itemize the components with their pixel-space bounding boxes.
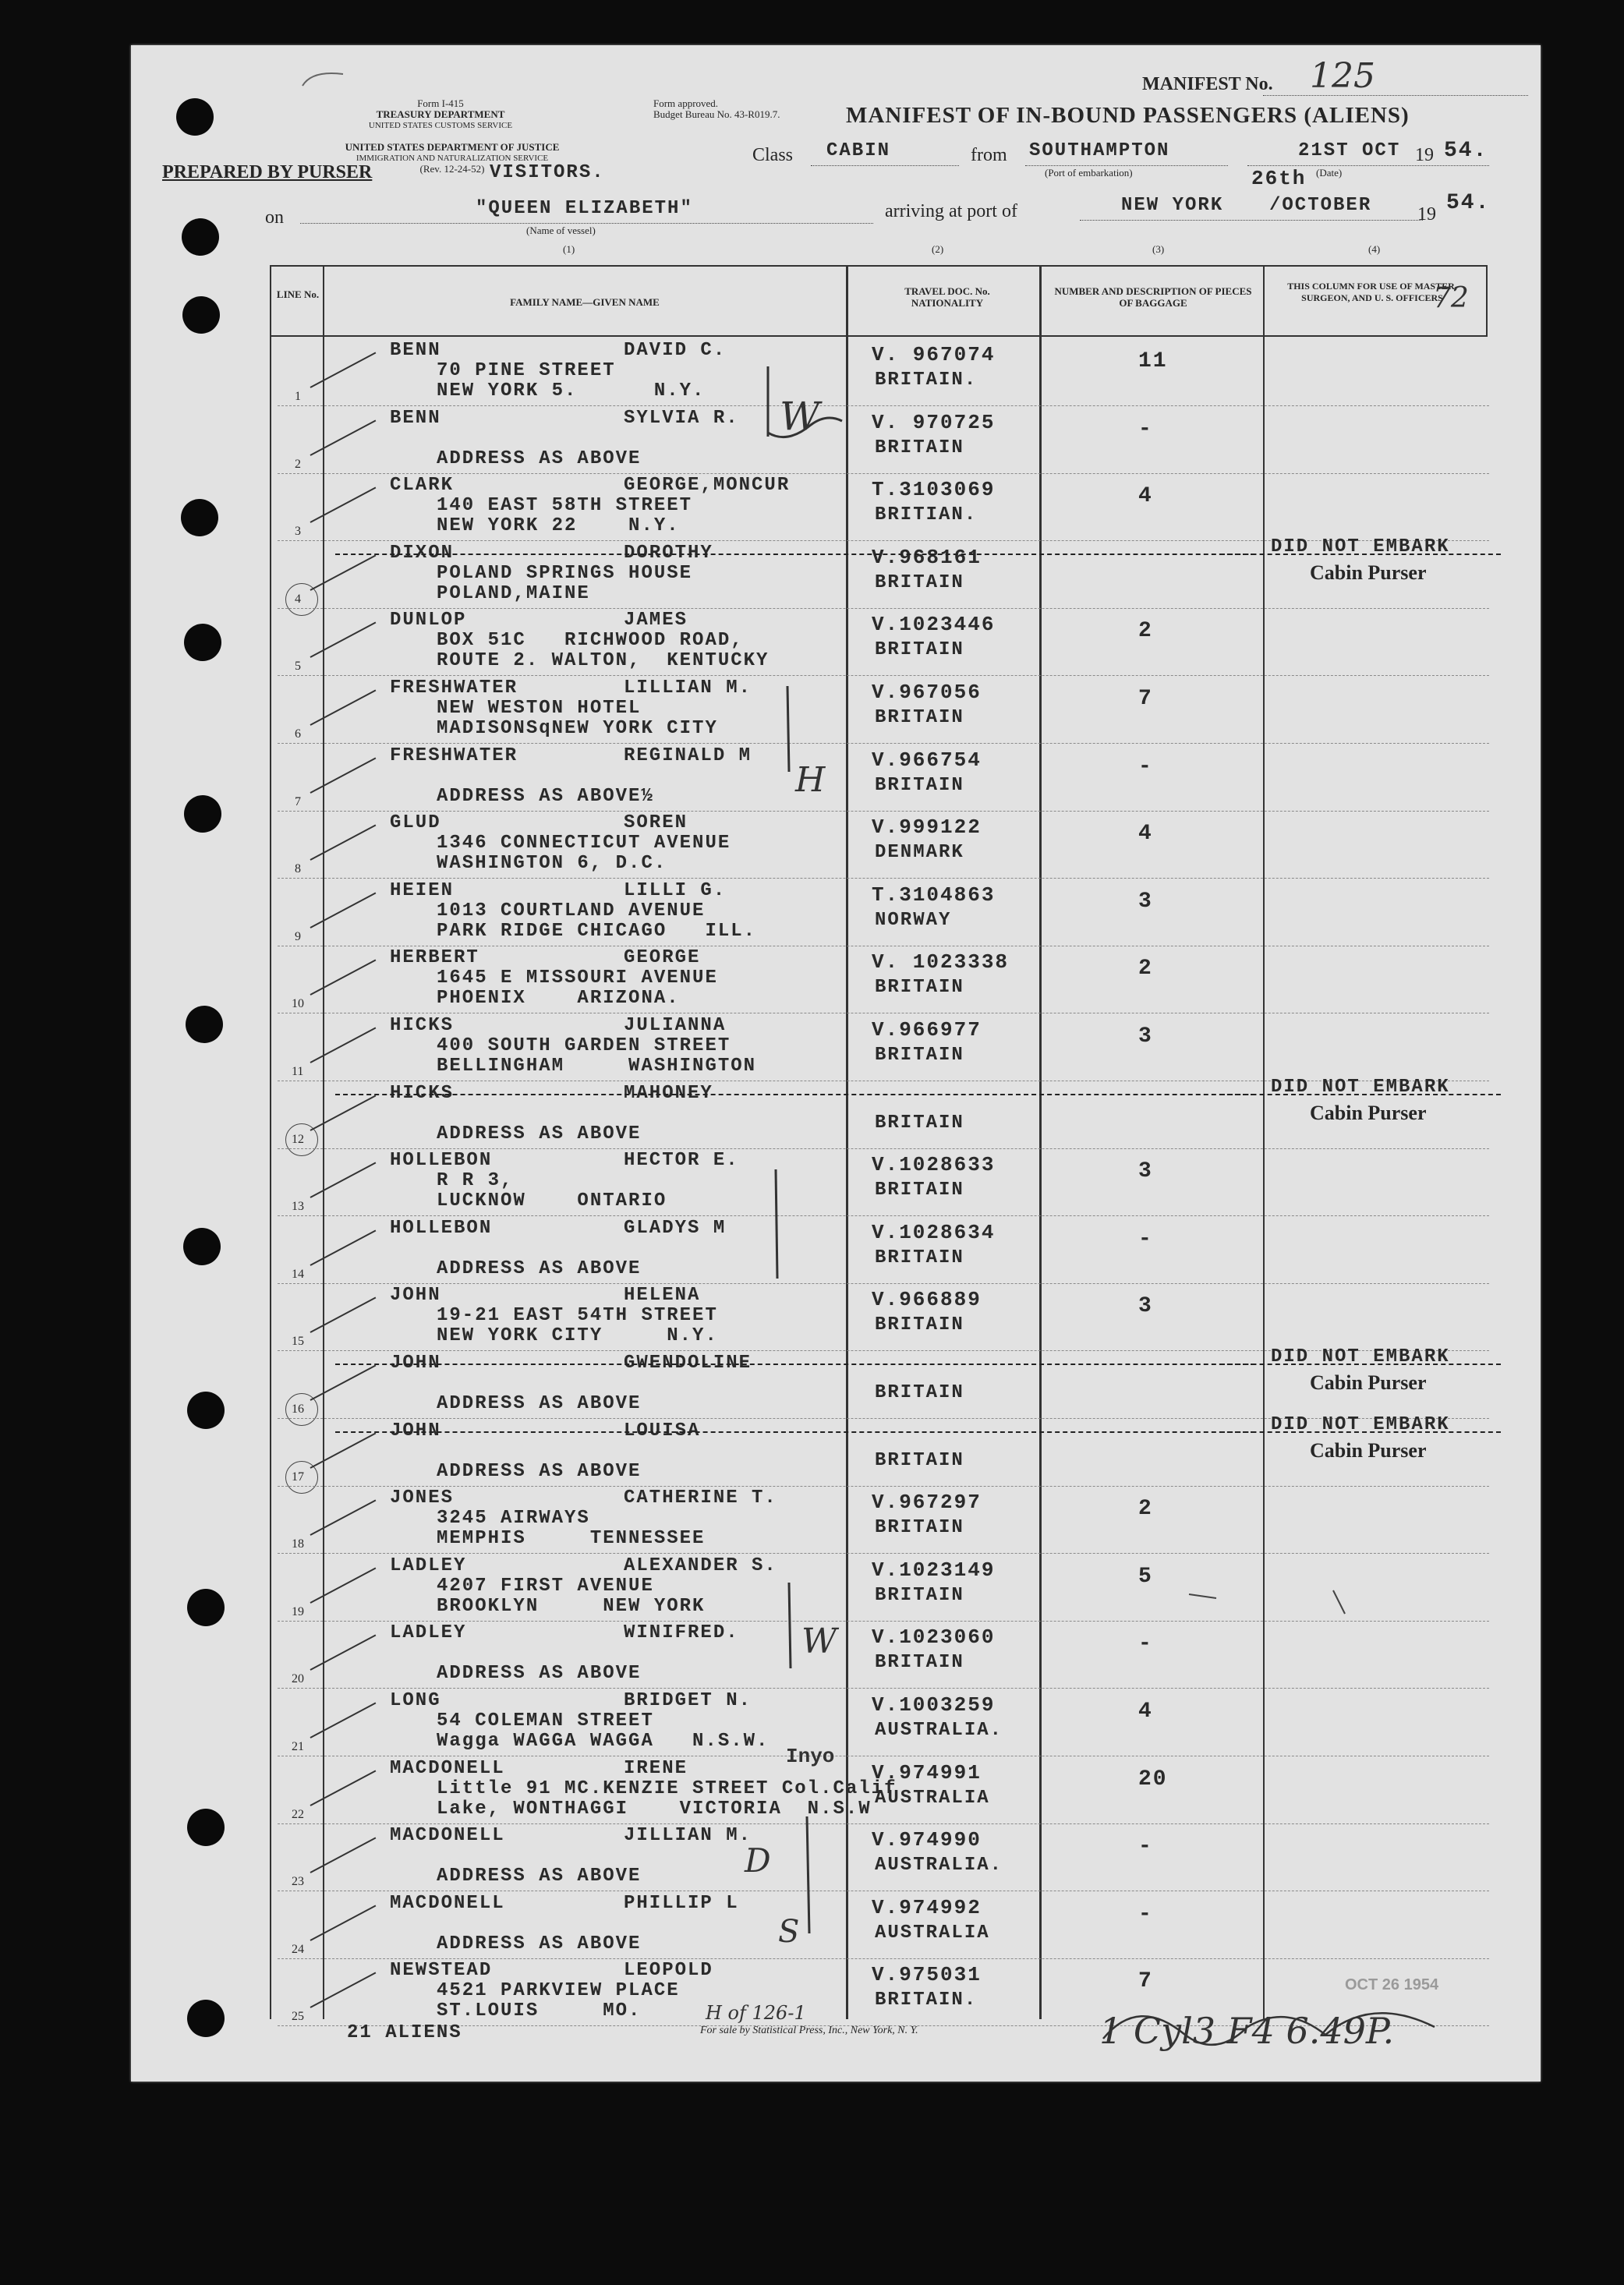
address-line: Lake, WONTHAGGI VICTORIA N.S.W: [437, 1798, 872, 1820]
address-line: POLAND,MAINE: [437, 582, 590, 604]
address-line: POLAND SPRINGS HOUSE: [437, 562, 693, 584]
baggage-count: 3: [1138, 1024, 1153, 1049]
travel-doc-no: V.974990: [872, 1828, 982, 1852]
family-name: NEWSTEAD: [390, 1960, 493, 1982]
given-name: HECTOR E.: [624, 1150, 739, 1172]
address-line: 4521 PARKVIEW PLACE: [437, 1980, 680, 2002]
line-number: 20: [292, 1672, 304, 1686]
travel-doc-no: V.1003259: [872, 1693, 996, 1717]
line-number: 9: [295, 929, 301, 943]
date-caption: (Date): [1316, 167, 1343, 179]
manifest-number: 125: [1310, 56, 1375, 96]
given-name: IRENE: [624, 1757, 688, 1779]
given-name: JAMES: [624, 610, 688, 631]
total-aliens: 21 ALIENS: [347, 2022, 462, 2043]
remark-signature: Cabin Purser: [1310, 1438, 1427, 1462]
nationality: BRITAIN.: [875, 1990, 978, 2011]
line-number: 19: [292, 1604, 304, 1618]
travel-doc-no: V.1028633: [872, 1153, 996, 1177]
family-name: MACDONELL: [390, 1825, 505, 1847]
address-line: ADDRESS AS ABOVE: [437, 1933, 642, 1954]
travel-doc-no: V.1028634: [872, 1220, 996, 1244]
address-line: 1013 COURTLAND AVENUE: [437, 900, 706, 921]
travel-doc-no: V.968161: [872, 545, 982, 569]
remark-not-embarked: DID NOT EMBARK: [1271, 1413, 1450, 1435]
from-label: from: [971, 145, 1007, 165]
address-line: ADDRESS AS ABOVE: [437, 447, 642, 469]
family-name: JOHN: [390, 1285, 441, 1307]
given-name: GLADYS M: [624, 1217, 727, 1239]
line-number: 11: [292, 1065, 304, 1078]
address-line: 1346 CONNECTICUT AVENUE: [437, 833, 731, 854]
line-number: 22: [292, 1807, 304, 1821]
address-line: ROUTE 2. WALTON, KENTUCKY: [437, 650, 770, 672]
baggage-count: 2: [1138, 957, 1153, 982]
family-name: HERBERT: [390, 947, 479, 969]
port-of-embarkation: SOUTHAMPTON: [1029, 140, 1170, 161]
nationality: NORWAY: [875, 909, 952, 931]
travel-doc-no: V.966977: [872, 1018, 982, 1042]
remark-signature: Cabin Purser: [1310, 1371, 1427, 1394]
given-name: DAVID C.: [624, 340, 727, 361]
nationality: BRITAIN: [875, 437, 964, 458]
prepared-by-purser: PREPARED BY PURSER: [162, 162, 373, 182]
address-line: NEW WESTON HOTEL: [437, 698, 642, 719]
address-line: ADDRESS AS ABOVE: [437, 1393, 642, 1414]
family-name: DIXON: [390, 542, 455, 564]
given-name: LEOPOLD: [624, 1960, 713, 1982]
printer-note: For sale by Statistical Press, Inc., New York, N. Y.: [700, 2025, 918, 2036]
nationality: BRITAIN: [875, 1045, 964, 1066]
dept-info: UNITED STATES DEPARTMENT OF JUSTICE IMMIGRATION AND NATURALIZATION SERVICE (Rev. 12-24-52): [345, 141, 560, 175]
family-name: JONES: [390, 1487, 455, 1509]
baggage-count: 5: [1138, 1564, 1153, 1589]
travel-doc-no: V.967297: [872, 1491, 982, 1515]
nationality: AUSTRALIA: [875, 1922, 990, 1944]
manifest-label: MANIFEST No.: [1142, 74, 1273, 94]
address-line: NEW YORK CITY N.Y.: [437, 1325, 718, 1347]
family-name: JOHN: [390, 1353, 441, 1374]
family-name: MACDONELL: [390, 1757, 505, 1779]
col-travel-doc: TRAVEL DOC. No. NATIONALITY: [904, 285, 990, 309]
address-line: Little 91 MC.KENZIE STREET Col.Calif: [437, 1777, 897, 1799]
visitors-label: VISITORS.: [490, 162, 605, 183]
address-line: WASHINGTON 6, D.C.: [437, 853, 667, 875]
given-name: GWENDOLINE: [624, 1353, 752, 1374]
officers-mark: 72: [1433, 282, 1469, 314]
baggage-count: -: [1138, 754, 1153, 779]
travel-doc-no: V.1023446: [872, 613, 996, 637]
baggage-count: -: [1138, 1226, 1153, 1251]
line-number: 17: [292, 1470, 304, 1484]
annotation-d: D: [745, 1841, 771, 1880]
address-line: 400 SOUTH GARDEN STREET: [437, 1035, 731, 1056]
col-baggage: NUMBER AND DESCRIPTION OF PIECES OF BAGGAGE: [1054, 285, 1252, 309]
given-name: LILLIAN M.: [624, 677, 752, 699]
line-number: 1: [295, 390, 301, 403]
family-name: HICKS: [390, 1015, 455, 1036]
address-line: ADDRESS AS ABOVE½: [437, 785, 654, 807]
manifest-title: MANIFEST OF IN-BOUND PASSENGERS (ALIENS): [846, 103, 1410, 128]
family-name: DUNLOP: [390, 610, 467, 631]
nationality: BRITAIN: [875, 774, 964, 796]
address-line: MEMPHIS TENNESSEE: [437, 1528, 706, 1550]
address-line: ADDRESS AS ABOVE: [437, 1123, 642, 1144]
address-line: ADDRESS AS ABOVE: [437, 1663, 642, 1685]
handwritten-footer: 1 Cyl3 F4 6.49P.: [1099, 2010, 1395, 2052]
sail-date: 21ST OCT: [1298, 140, 1401, 161]
arrival-day: 26th: [1251, 167, 1307, 190]
given-name: MAHONEY: [624, 1082, 713, 1104]
family-name: HOLLEBON: [390, 1217, 493, 1239]
family-name: BENN: [390, 340, 441, 361]
baggage-count: -: [1138, 1901, 1153, 1926]
col-line-no: LINE No.: [276, 288, 320, 300]
address-line: LUCKNOW ONTARIO: [437, 1190, 667, 1212]
family-name: GLUD: [390, 812, 441, 834]
address-line: NEW YORK 22 N.Y.: [437, 515, 680, 537]
given-name: SOREN: [624, 812, 688, 834]
date-stamp: OCT 26 1954: [1345, 1976, 1439, 1993]
travel-doc-no: T.3104863: [872, 883, 996, 907]
travel-doc-no: V. 970725: [872, 410, 996, 434]
family-name: FRESHWATER: [390, 745, 518, 766]
travel-doc-no: V.999122: [872, 815, 982, 840]
annotation-h: H: [795, 760, 826, 800]
address-line: BOX 51C RICHWOOD ROAD,: [437, 630, 744, 652]
travel-doc-no: V.975031: [872, 1963, 982, 1987]
given-name: JILLIAN M.: [624, 1825, 752, 1847]
line-number: 10: [292, 997, 304, 1011]
baggage-count: -: [1138, 416, 1153, 441]
baggage-count: 4: [1138, 1700, 1153, 1724]
given-name: LILLI G.: [624, 879, 727, 901]
travel-doc-no: T.3103069: [872, 478, 996, 502]
remark-not-embarked: DID NOT EMBARK: [1271, 1076, 1450, 1098]
remark-signature: Cabin Purser: [1310, 1101, 1427, 1124]
baggage-count: -: [1138, 1834, 1153, 1859]
given-name: HELENA: [624, 1285, 701, 1307]
arrival-port: NEW YORK: [1121, 195, 1224, 216]
travel-doc-no: V.974992: [872, 1895, 982, 1919]
nationality: BRITAIN: [875, 1584, 964, 1606]
baggage-count: 7: [1138, 1969, 1153, 1994]
line-number: 5: [295, 660, 301, 674]
baggage-count: 4: [1138, 822, 1153, 847]
given-name: DOROTHY: [624, 542, 713, 564]
arrival-month: /OCTOBER: [1269, 195, 1372, 216]
vessel-name: "QUEEN ELIZABETH": [476, 198, 693, 219]
sail-year: 54.: [1444, 139, 1488, 163]
given-name: LOUISA: [624, 1420, 701, 1441]
nationality: BRITAIN: [875, 1382, 964, 1403]
annotation-s: S: [778, 1914, 800, 1950]
arrival-year: 54.: [1446, 191, 1491, 215]
given-name: ALEXANDER S.: [624, 1555, 777, 1576]
vessel-caption: (Name of vessel): [526, 225, 596, 236]
nationality: BRITAIN: [875, 1517, 964, 1539]
line-number: 14: [292, 1267, 304, 1281]
nationality: BRITAIN: [875, 1449, 964, 1471]
nationality: AUSTRALIA: [875, 1787, 990, 1809]
baggage-count: 2: [1138, 1497, 1153, 1522]
nationality: BRITAIN: [875, 571, 964, 593]
address-line: NEW YORK 5. N.Y.: [437, 380, 706, 401]
address-line: R R 3,: [437, 1170, 514, 1192]
line-number: 3: [295, 525, 301, 539]
address-line: 54 COLEMAN STREET: [437, 1710, 654, 1731]
line-number: 8: [295, 862, 301, 876]
baggage-count: -: [1138, 1632, 1153, 1657]
nationality: BRITAIN.: [875, 370, 978, 391]
address-line: ADDRESS AS ABOVE: [437, 1866, 642, 1887]
line-number: 23: [292, 1875, 304, 1889]
family-name: LONG: [390, 1690, 441, 1711]
baggage-count: 11: [1138, 349, 1168, 373]
nationality: BRITAIN: [875, 639, 964, 661]
family-name: HEIEN: [390, 879, 455, 901]
address-line: 70 PINE STREET: [437, 360, 616, 381]
given-name: SYLVIA R.: [624, 407, 739, 429]
family-name: HICKS: [390, 1082, 455, 1104]
nationality: BRITAIN: [875, 1314, 964, 1336]
nationality: AUSTRALIA.: [875, 1720, 1003, 1741]
address-line: 3245 AIRWAYS: [437, 1508, 590, 1530]
family-name: MACDONELL: [390, 1892, 505, 1914]
travel-doc-no: V.1023149: [872, 1558, 996, 1582]
travel-doc-no: V.966889: [872, 1288, 982, 1312]
line-number: 21: [292, 1740, 304, 1753]
arrival-year-prefix: 19: [1417, 204, 1436, 225]
address-line: MADISONSqNEW YORK CITY: [437, 718, 718, 739]
given-name: JULIANNA: [624, 1015, 727, 1036]
line-number: 24: [292, 1942, 304, 1956]
address-line: ADDRESS AS ABOVE: [437, 1257, 642, 1279]
address-line: 140 EAST 58TH STREET: [437, 495, 693, 517]
given-name: CATHERINE T.: [624, 1487, 777, 1509]
address-line: ST.LOUIS MO.: [437, 2000, 642, 2022]
family-name: FRESHWATER: [390, 677, 518, 699]
remark-not-embarked: DID NOT EMBARK: [1271, 1346, 1450, 1367]
given-name: REGINALD M: [624, 745, 752, 766]
baggage-count: 3: [1138, 889, 1153, 914]
nationality: AUSTRALIA.: [875, 1855, 1003, 1876]
address-line: BELLINGHAM WASHINGTON: [437, 1056, 757, 1077]
given-name: GEORGE: [624, 947, 701, 969]
baggage-count: 20: [1138, 1767, 1168, 1792]
nationality: BRITAIN: [875, 1247, 964, 1268]
family-name: LADLEY: [390, 1622, 467, 1644]
family-name: CLARK: [390, 475, 455, 497]
baggage-count: 2: [1138, 619, 1153, 644]
baggage-count: 4: [1138, 484, 1153, 509]
given-name: WINIFRED.: [624, 1622, 739, 1644]
given-name: GEORGE,MONCUR: [624, 475, 791, 497]
given-name: BRIDGET N.: [624, 1690, 752, 1711]
travel-doc-no: V. 967074: [872, 343, 996, 366]
family-name: BENN: [390, 407, 441, 429]
annotation-file-ref: H of 126-1: [706, 2002, 806, 2024]
line-number: 16: [292, 1402, 304, 1416]
line-number: 7: [295, 794, 301, 808]
col-officers: THIS COLUMN FOR USE OF MASTER, SURGEON, AND U. S. OFFICERS: [1287, 281, 1457, 303]
given-name: PHILLIP L: [624, 1892, 739, 1914]
line-number: 25: [292, 2010, 304, 2024]
address-line: 19-21 EAST 54TH STREET: [437, 1305, 718, 1327]
port-caption: (Port of embarkation): [1045, 167, 1133, 179]
family-name: LADLEY: [390, 1555, 467, 1576]
sail-year-prefix: 19: [1415, 145, 1434, 165]
address-line: BROOKLYN NEW YORK: [437, 1595, 706, 1617]
remark-not-embarked: DID NOT EMBARK: [1271, 536, 1450, 557]
col-number: (1): [563, 243, 575, 255]
annotation-inyo: Inyo: [786, 1745, 835, 1768]
line-number: 6: [295, 727, 301, 741]
baggage-count: 3: [1138, 1294, 1153, 1319]
address-line: 4207 FIRST AVENUE: [437, 1575, 654, 1597]
line-number: 4: [295, 592, 301, 606]
address-line: 1645 E MISSOURI AVENUE: [437, 967, 718, 989]
travel-doc-no: V. 1023338: [872, 950, 1010, 974]
travel-doc-no: V.974991: [872, 1760, 982, 1784]
nationality: BRITAIN: [875, 707, 964, 728]
col-number: (2): [932, 243, 944, 255]
travel-doc-no: V.967056: [872, 681, 982, 704]
annotation-w: W: [801, 1622, 837, 1661]
family-name: HOLLEBON: [390, 1150, 493, 1172]
nationality: BRITAIN: [875, 977, 964, 999]
col-name: FAMILY NAME—GIVEN NAME: [510, 296, 660, 308]
baggage-count: 3: [1138, 1159, 1153, 1184]
line-number: 15: [292, 1335, 304, 1349]
nationality: BRITIAN.: [875, 504, 978, 526]
address-line: ADDRESS AS ABOVE: [437, 1460, 642, 1482]
address-line: PHOENIX ARIZONA.: [437, 988, 680, 1010]
form-info: Form I-415 TREASURY DEPARTMENT UNITED STATES CUSTOMS SERVICE: [368, 97, 513, 130]
col-number: (4): [1368, 243, 1381, 255]
address-line: PARK RIDGE CHICAGO ILL.: [437, 920, 757, 942]
arriving-label: arriving at port of: [885, 201, 1017, 221]
line-number: 18: [292, 1537, 304, 1551]
nationality: BRITAIN: [875, 1180, 964, 1201]
line-number: 13: [292, 1200, 304, 1214]
nationality: BRITAIN: [875, 1112, 964, 1134]
on-label: on: [265, 207, 284, 228]
col-number: (3): [1152, 243, 1165, 255]
nationality: DENMARK: [875, 842, 964, 864]
remark-signature: Cabin Purser: [1310, 561, 1427, 584]
nationality: BRITAIN: [875, 1652, 964, 1674]
family-name: JOHN: [390, 1420, 441, 1441]
address-line: Wagga WAGGA WAGGA N.S.W.: [437, 1731, 770, 1752]
line-number: 12: [292, 1132, 304, 1146]
baggage-count: 7: [1138, 687, 1153, 711]
travel-doc-no: V.966754: [872, 748, 982, 772]
annotation-w: W: [780, 394, 820, 439]
approval-note: Form approved. Budget Bureau No. 43-R019.7.: [653, 97, 780, 120]
class-label: Class: [752, 145, 794, 165]
travel-doc-no: V.1023060: [872, 1625, 996, 1650]
class-value: CABIN: [826, 140, 891, 161]
line-number: 2: [295, 457, 301, 471]
